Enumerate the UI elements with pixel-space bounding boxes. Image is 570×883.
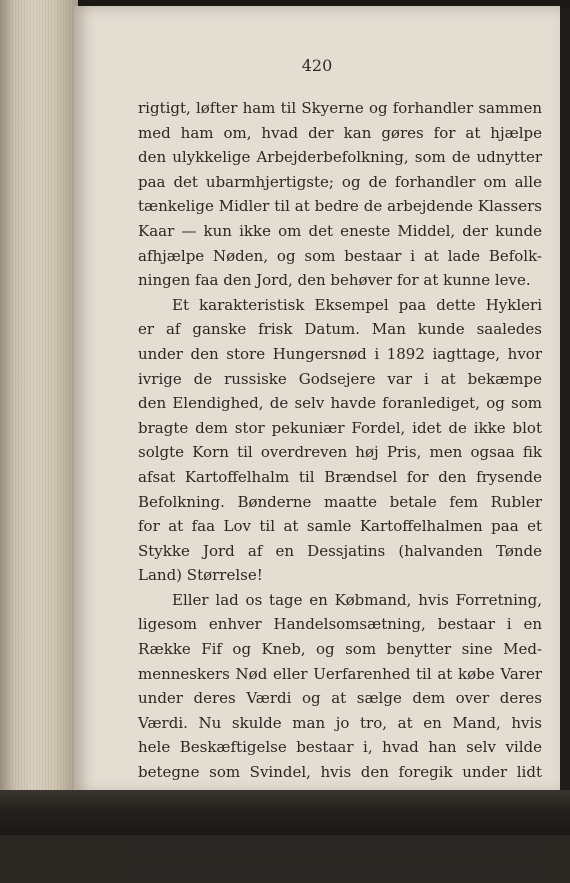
text-line: Eller lad os tage en Købmand, hvis Forretning, [172, 590, 542, 609]
text-line: for at faa Lov til at samle Kartoffelhalmen paa et [138, 517, 542, 536]
text-line: Stykke Jord af en Dessjatins (halvanden Tønde [138, 541, 542, 560]
text-line: under den store Hungersnød i 1892 iagttage, hvor [138, 344, 542, 363]
text-line: under deres Værdi og at sælge dem over deres [138, 689, 542, 708]
text-line: med ham om, hvad der kan gøres for at hjælpe [138, 123, 542, 142]
text-line: hele Beskæftigelse bestaar i, hvad han selv vilde [138, 738, 542, 757]
text-line: ivrige de russiske Godsejere var i at bekæmpe [138, 369, 542, 388]
page-number: 420 [301, 56, 333, 75]
body-text [138, 96, 542, 883]
text-line: afsat Kartoffelhalm til Brændsel for den frysende [138, 467, 542, 486]
text-line: den ulykkelige Arbejderbefolkning, som de udnytter [138, 148, 542, 167]
book-page [74, 6, 560, 880]
text-line: Land) Størrelse! [138, 566, 263, 585]
text-line: ningen faa den Jord, den behøver for at kunne leve. [138, 271, 531, 290]
text-line: Værdi. Nu skulde man jo tro, at en Mand, hvis [138, 713, 542, 732]
text-line: Befolkning. Bønderne maatte betale fem Rubler [138, 492, 542, 511]
text-line: paa det ubarmhjertigste; og de forhandler om alle [138, 172, 542, 191]
text-line: afhjælpe Nøden, og som bestaar i at lade Befolk- [138, 246, 542, 265]
text-line: Et karakteristisk Eksempel paa dette Hykleri [172, 295, 542, 314]
text-line: betegne som Svindel, hvis den foregik under lidt [138, 763, 542, 782]
text-line: menneskers Nød eller Uerfarenhed til at købe Varer [138, 664, 542, 683]
text-line: bragte dem stor pekuniær Fordel, idet de ikke blot [138, 418, 542, 437]
text-line: Kaar — kun ikke om det eneste Middel, der kunde [138, 221, 542, 240]
scan-bottom-edge [0, 790, 570, 835]
text-line: Række Fif og Kneb, og som benytter sine Med- [138, 640, 542, 659]
text-line: frisindet Menneske, saa længe han fortsatte denne [138, 861, 542, 880]
text-line: kunde betragte sig selv som en Kristen eller et [138, 836, 542, 855]
text-line: den Elendighed, de selv havde foranlediget, og som [138, 394, 542, 413]
book-spine-edge [0, 0, 78, 835]
text-line: rigtigt, løfter ham til Skyerne og forhandler sammen [138, 99, 542, 117]
text-line: solgte Korn til overdreven høj Pris, men ogsaa fik [138, 443, 542, 462]
text-line: tænkelige Midler til at bedre de arbejdende Klassers [138, 197, 542, 216]
text-line: ligesom enhver Handelsomsætning, bestaar i en [138, 615, 542, 634]
text-line: er af ganske frisk Datum. Man kunde saaledes [138, 320, 542, 339]
